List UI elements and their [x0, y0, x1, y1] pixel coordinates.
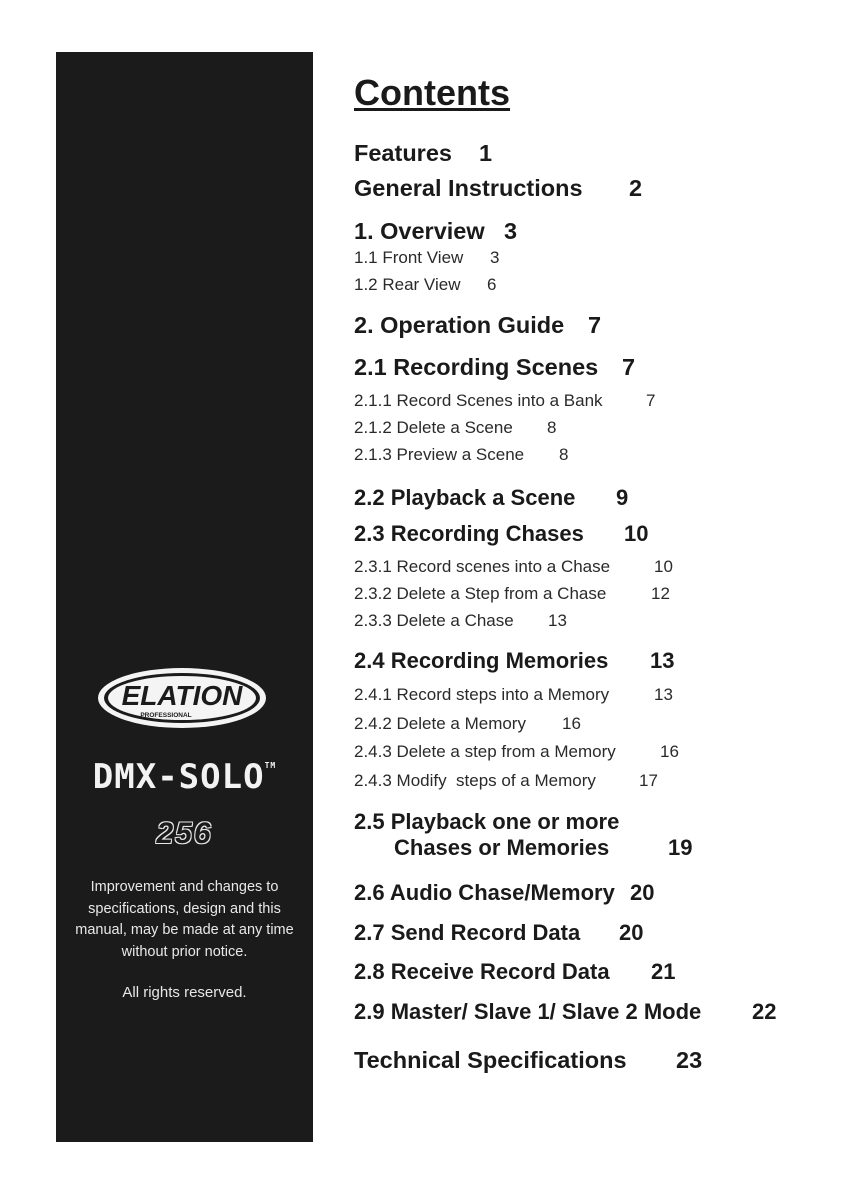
- toc-entry-page: 7: [646, 391, 656, 410]
- toc-entry: [354, 584, 670, 604]
- toc-entry-text: Chases or Memories: [394, 835, 610, 860]
- notice-line: specifications, design and this: [88, 900, 281, 917]
- toc-entry: [354, 418, 556, 438]
- toc-entry-page: 7: [622, 354, 636, 380]
- toc-entry: [354, 218, 517, 245]
- brand-name: ELATION: [121, 680, 243, 711]
- model-text: DMX-SOLO: [92, 757, 265, 797]
- toc-entry: [354, 248, 499, 268]
- toc-entry-page: 17: [639, 771, 658, 790]
- page-title: Contents: [354, 72, 510, 113]
- brand-sub: PROFESSIONAL: [140, 712, 192, 719]
- toc-entry-page: 20: [630, 880, 655, 905]
- toc-entry-text: 1. Overview: [354, 218, 485, 244]
- rights-text: All rights reserved.: [122, 984, 247, 1001]
- toc-entry: [354, 391, 655, 411]
- toc-entry-text: Technical Specifications: [354, 1047, 627, 1073]
- toc-entry-page: 22: [752, 999, 777, 1024]
- toc-entry-page: 2: [629, 175, 643, 201]
- toc-entry: [354, 312, 601, 339]
- toc-entry: [354, 611, 567, 631]
- toc-entry: [354, 685, 673, 705]
- toc-entry: [354, 880, 654, 906]
- toc-entry-page: 10: [654, 557, 673, 576]
- toc-entry-text: 2.1.3 Preview a Scene: [354, 445, 525, 464]
- toc-entry-page: 12: [651, 584, 670, 603]
- toc-entry-page: 20: [619, 920, 644, 945]
- toc-entry-text: General Instructions: [354, 175, 583, 201]
- toc-entry-page: 9: [616, 485, 629, 510]
- notice-line: without prior notice.: [121, 943, 248, 960]
- toc-entry-page: 8: [547, 418, 557, 437]
- toc-entry-text: 2.4 Recording Memories: [354, 648, 609, 673]
- toc-entry-text: Features: [354, 140, 452, 166]
- toc-entry: [354, 809, 619, 835]
- trademark: TM: [264, 761, 277, 770]
- toc-entry-text: 2.2 Playback a Scene: [354, 485, 576, 510]
- toc-entry: [354, 999, 776, 1025]
- toc-entry: [354, 275, 496, 295]
- toc-entry-text: 2.4.1 Record steps into a Memory: [354, 685, 610, 704]
- toc-entry-text: 2.4.3 Delete a step from a Memory: [354, 742, 616, 761]
- toc-entry: [354, 140, 492, 167]
- toc-entry-page: 13: [548, 611, 567, 630]
- toc-entry-page: 23: [676, 1047, 703, 1073]
- toc-entry-page: 6: [487, 275, 497, 294]
- notice-line: Improvement and changes to: [90, 879, 279, 895]
- toc-entry: [354, 771, 658, 791]
- toc-entry: [354, 920, 643, 946]
- elation-logo: [96, 664, 268, 730]
- toc-entry-text: 2.6 Audio Chase/Memory: [354, 880, 615, 905]
- toc-entry-text: 1.2 Rear View: [354, 275, 461, 294]
- toc-entry-page: 13: [654, 685, 673, 704]
- toc-entry-page: 21: [651, 959, 676, 984]
- toc-entry-text: 2.7 Send Record Data: [354, 920, 581, 945]
- toc-entry: [354, 445, 568, 465]
- toc-entry-text: 2.1.2 Delete a Scene: [354, 418, 513, 437]
- toc-entry-text: 2.4.2 Delete a Memory: [354, 714, 526, 733]
- toc-entry-page: 1: [479, 140, 493, 166]
- toc-entry: [394, 835, 692, 861]
- toc-entry: [354, 354, 635, 381]
- toc-entry: [354, 557, 673, 577]
- notice-line: manual, may be made at any time: [75, 922, 294, 938]
- notice: [56, 877, 313, 963]
- toc-entry-text: 2.4.3 Modify steps of a Memory: [354, 771, 596, 790]
- toc-entry: [354, 959, 675, 985]
- toc-entry-page: 10: [624, 521, 649, 546]
- toc-entry-page: 19: [668, 835, 693, 860]
- toc-entry-page: 3: [490, 248, 500, 267]
- toc-entry-text: 2.1 Recording Scenes: [354, 354, 599, 380]
- toc-entry-page: 13: [650, 648, 675, 673]
- toc-entry-text: 2.3.3 Delete a Chase: [354, 611, 514, 630]
- toc-entry-text: 2. Operation Guide: [354, 312, 565, 338]
- toc-entry-text: 2.9 Master/ Slave 1/ Slave 2 Mode: [354, 999, 702, 1024]
- toc-entry: [354, 1047, 702, 1074]
- toc-entry-text: 2.8 Receive Record Data: [354, 959, 610, 984]
- toc-entry-text: 1.1 Front View: [354, 248, 464, 267]
- toc-entry: [354, 714, 581, 734]
- toc-entry-text: 2.5 Playback one or more: [354, 809, 620, 834]
- toc-entry: [354, 742, 679, 762]
- toc-entry: [354, 648, 674, 674]
- toc-entry-page: 16: [660, 742, 679, 761]
- toc-entry-text: 2.3 Recording Chases: [354, 521, 584, 546]
- toc-entry-page: 16: [562, 714, 581, 733]
- toc-entry: [354, 175, 642, 202]
- toc-entry: [354, 485, 628, 511]
- toc-entry-page: 8: [559, 445, 569, 464]
- toc-entry-page: 7: [588, 312, 602, 338]
- cover-sidebar: [56, 52, 313, 1142]
- model-number: 256: [156, 817, 213, 850]
- toc-entry-text: 2.3.2 Delete a Step from a Chase: [354, 584, 607, 603]
- model-name: [56, 757, 313, 797]
- toc-entry-page: 3: [504, 218, 518, 244]
- toc-entry-text: 2.3.1 Record scenes into a Chase: [354, 557, 611, 576]
- toc-entry: [354, 521, 648, 547]
- toc-entry-text: 2.1.1 Record Scenes into a Bank: [354, 391, 603, 410]
